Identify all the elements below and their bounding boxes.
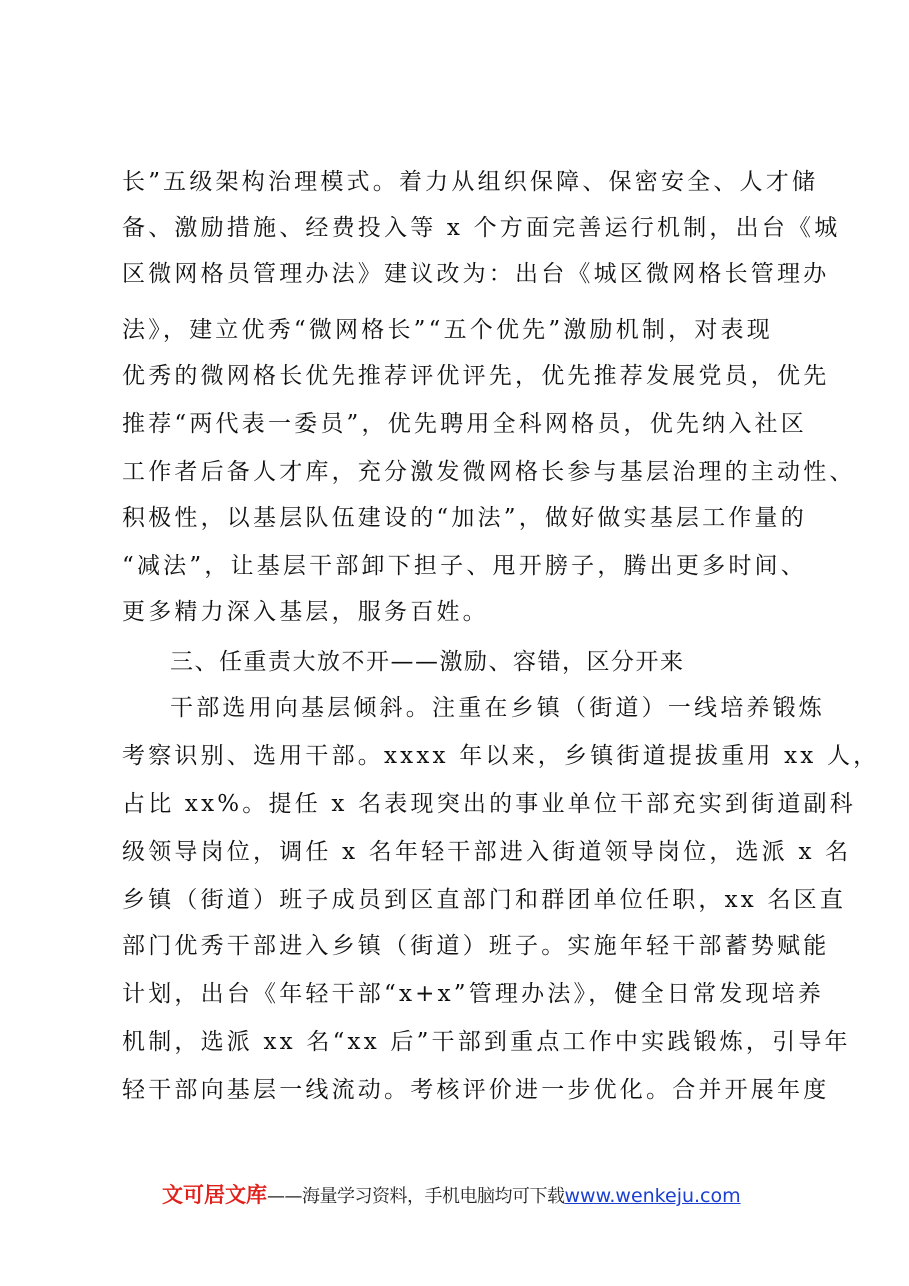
text-line: 占比 xx%。提任 x 名表现突出的事业单位干部充实到街道副科 [122, 791, 856, 817]
text-line: 部门优秀干部进入乡镇（街道）班子。实施年轻干部蓄势赋能 [122, 933, 830, 959]
text-line: 计划，出台《年轻干部“x+x”管理办法》，健全日常发现培养 [122, 981, 825, 1007]
brand-name: 文可居文库 [162, 1183, 267, 1207]
text-line: 法》，建立优秀“微网格长”“五个优先”激励机制，对表现 [122, 317, 773, 343]
text-line: 乡镇（街道）班子成员到区直部门和群团单位任职，xx 名区直 [122, 887, 847, 913]
text-line: 积极性，以基层队伍建设的“加法”，做好做实基层工作量的 [122, 505, 807, 531]
section-heading: 三、任重责大放不开——激励、容错，区分开来 [170, 649, 685, 675]
text-line: 考察识别、选用干部。xxxx 年以来，乡镇街道提拔重用 xx 人， [122, 743, 880, 769]
text-line: 备、激励措施、经费投入等 x 个方面完善运行机制，出台《城 [122, 215, 841, 241]
footer-tagline: ——海量学习资料，手机电脑均可下载 [267, 1186, 565, 1207]
website-link[interactable]: www.wenkeju.com [564, 1185, 741, 1207]
footer-banner [162, 1182, 741, 1210]
text-line: 干部选用向基层倾斜。注重在乡镇（街道）一线培养锻炼 [170, 695, 825, 721]
text-line: 长”五级架构治理模式。着力从组织保障、保密安全、人才储 [122, 169, 819, 195]
text-line: 推荐“两代表一委员”，优先聘用全科网格员，优先纳入社区 [122, 411, 807, 437]
text-line: 级领导岗位，调任 x 名年轻干部进入街道领导岗位，选派 x 名 [122, 839, 852, 865]
text-line: 区微网格员管理办法》建议改为：出台《城区微网格长管理办 [122, 261, 830, 287]
text-line: 优秀的微网格长优先推荐评优评先，优先推荐发展党员，优先 [122, 363, 830, 389]
text-line: 工作者后备人才库，充分激发微网格长参与基层治理的主动性、 [122, 459, 856, 485]
text-line: 机制，选派 xx 名“xx 后”干部到重点工作中实践锻炼，引导年 [122, 1029, 851, 1055]
text-line: 更多精力深入基层，服务百姓。 [122, 599, 489, 625]
text-line: “减法”，让基层干部卸下担子、甩开膀子，腾出更多时间、 [122, 553, 807, 579]
text-line: 轻干部向基层一线流动。考核评价进一步优化。合并开展年度 [122, 1077, 830, 1103]
